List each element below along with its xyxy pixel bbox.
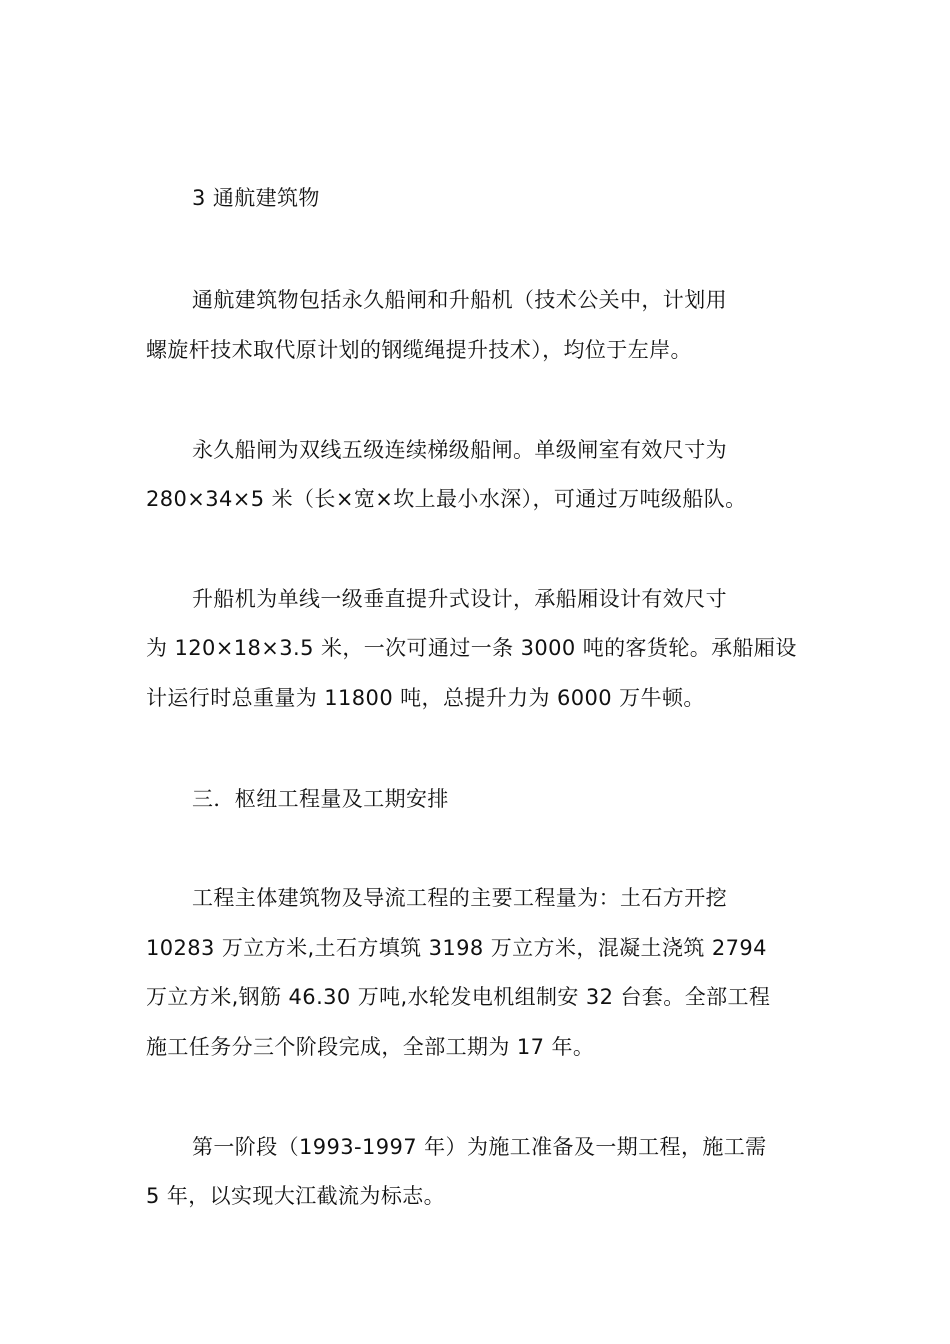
paragraph-line: 为 120×18×3.5 米，一次可通过一条 3000 吨的客货轮。承船厢设 — [146, 636, 797, 660]
paragraph-line: 10283 万立方米,土石方填筑 3198 万立方米，混凝土浇筑 2794 — [146, 936, 767, 960]
paragraph-line: 施工任务分三个阶段完成，全部工期为 17 年。 — [146, 1035, 595, 1059]
paragraph-line: 通航建筑物包括永久船闸和升船机（技术公关中，计划用 — [192, 288, 727, 312]
heading-navigation-structures: 3 通航建筑物 — [192, 186, 320, 210]
paragraph-line: 5 年，以实现大江截流为标志。 — [146, 1184, 446, 1208]
paragraph-line: 280×34×5 米（长×宽×坎上最小水深），可通过万吨级船队。 — [146, 487, 747, 511]
paragraph-line: 计运行时总重量为 11800 吨，总提升力为 6000 万牛顿。 — [146, 686, 705, 710]
paragraph-line: 第一阶段（1993-1997 年）为施工准备及一期工程，施工需 — [192, 1135, 767, 1159]
paragraph-line: 升船机为单线一级垂直提升式设计，承船厢设计有效尺寸 — [192, 587, 727, 611]
paragraph-line: 永久船闸为双线五级连续梯级船闸。单级闸室有效尺寸为 — [192, 438, 727, 462]
paragraph-line: 工程主体建筑物及导流工程的主要工程量为：土石方开挖 — [192, 886, 727, 910]
paragraph-line: 螺旋杆技术取代原计划的钢缆绳提升技术），均位于左岸。 — [146, 338, 692, 362]
section-heading-quantities-schedule: 三．枢纽工程量及工期安排 — [192, 787, 449, 811]
paragraph-line: 万立方米,钢筋 46.30 万吨,水轮发电机组制安 32 台套。全部工程 — [146, 985, 771, 1009]
